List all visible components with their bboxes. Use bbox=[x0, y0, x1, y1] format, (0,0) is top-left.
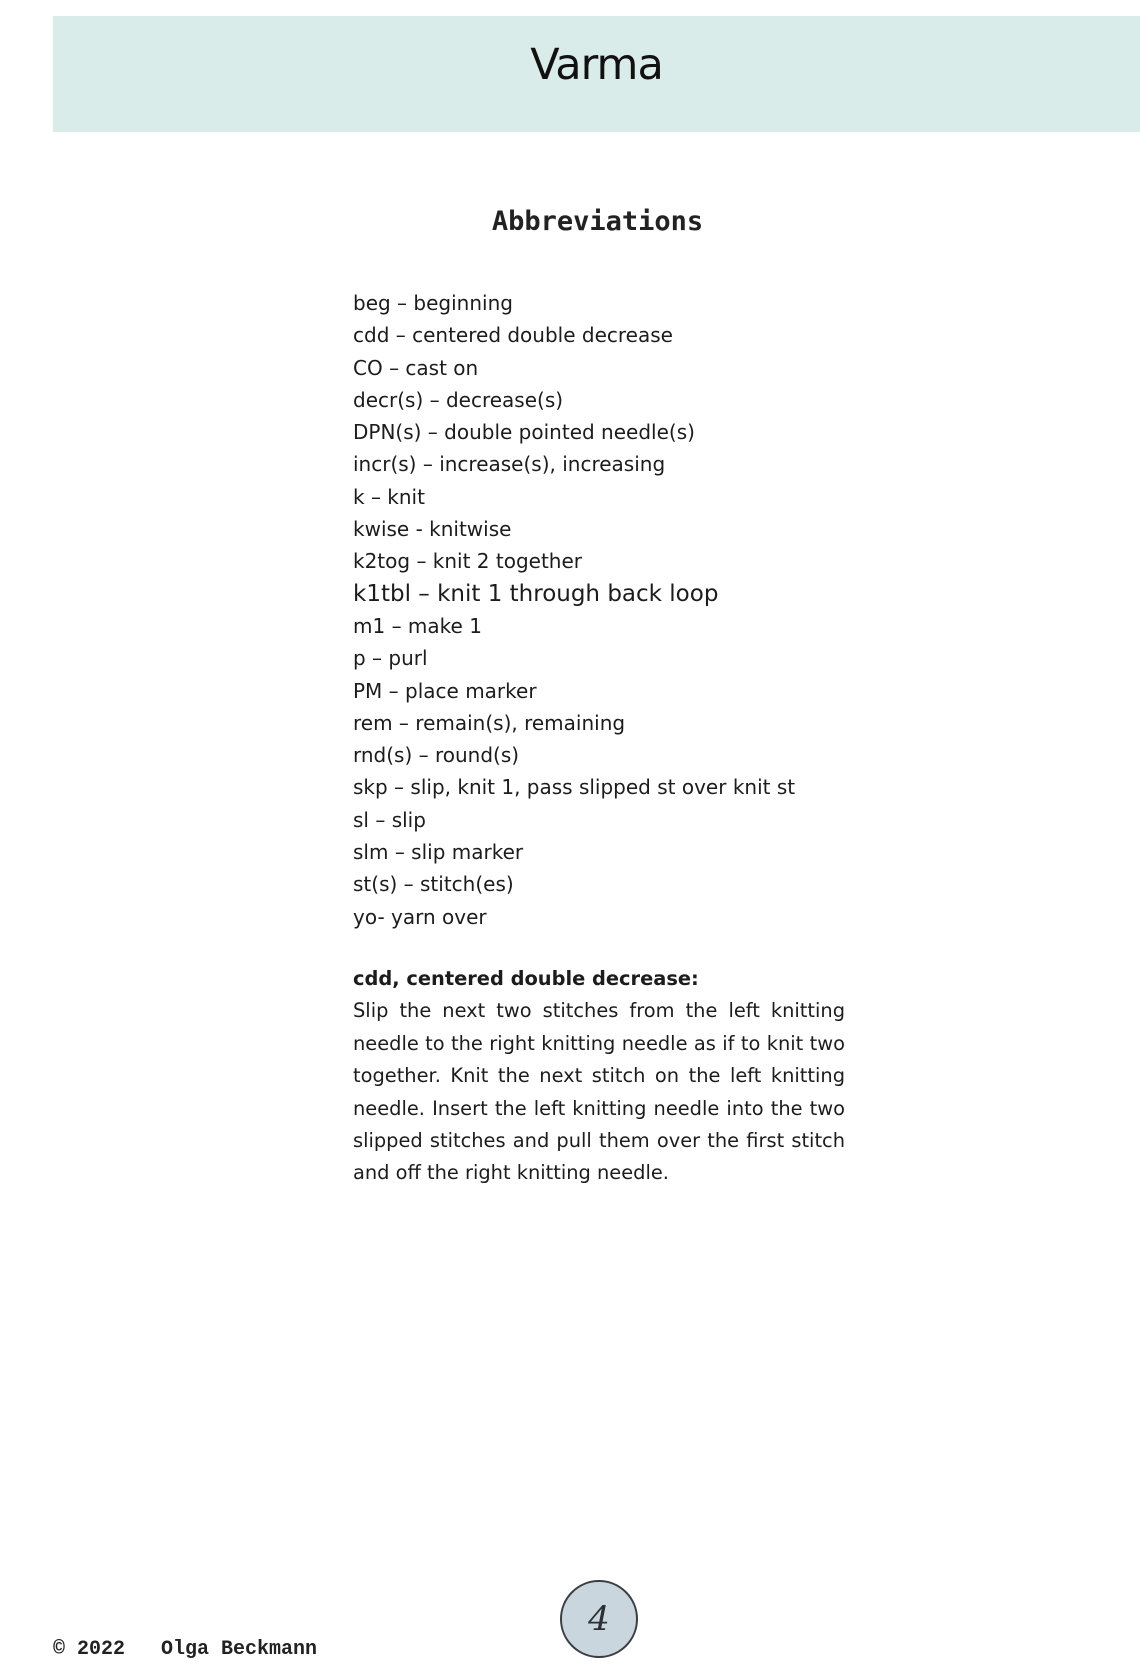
abbreviation-item: skp – slip, knit 1, pass slipped st over knit st bbox=[353, 775, 796, 800]
note-heading: cdd, centered double decrease: bbox=[353, 967, 699, 990]
section-heading: Abbreviations bbox=[491, 206, 704, 237]
abbreviation-item: beg – beginning bbox=[353, 291, 513, 315]
abbreviation-item: sl – slip bbox=[353, 807, 426, 832]
abbreviation-item: DPN(s) – double pointed needle(s) bbox=[353, 420, 695, 445]
abbreviation-item: kwise - knitwise bbox=[353, 517, 512, 542]
note-body: Slip the next two stitches from the left knitting needle to the right knitting needle as if to knit two together. Knit the next stitch on the left knitting needle. Insert the left knitting needle into the two slipped stitches and pull them over the first stitch and off the right knitting needle. bbox=[353, 999, 845, 1185]
document-title: Varma bbox=[530, 40, 663, 90]
abbreviation-item: CO – cast on bbox=[353, 355, 479, 380]
abbreviation-item: rnd(s) – round(s) bbox=[353, 743, 520, 768]
abbreviation-item: rem – remain(s), remaining bbox=[353, 710, 626, 735]
abbreviation-item: m1 – make 1 bbox=[353, 613, 482, 638]
abbreviation-item: k1tbl – knit 1 through back loop bbox=[353, 580, 719, 607]
abbreviation-item: PM – place marker bbox=[353, 678, 537, 703]
abbreviation-item: k2tog – knit 2 together bbox=[353, 549, 583, 574]
abbreviation-item: cdd – centered double decrease bbox=[353, 323, 673, 348]
page-number-badge bbox=[560, 1580, 638, 1658]
abbreviation-item: slm – slip marker bbox=[353, 840, 524, 865]
footer-copyright: © 2022 Olga Beckmann bbox=[53, 1638, 318, 1661]
page-number: 4 bbox=[588, 1599, 610, 1639]
abbreviation-item: k – knit bbox=[353, 484, 425, 509]
abbreviation-item: st(s) – stitch(es) bbox=[353, 872, 514, 897]
abbreviation-item: p – purl bbox=[353, 646, 428, 671]
abbreviation-item: yo- yarn over bbox=[353, 904, 487, 929]
abbreviation-item: incr(s) – increase(s), increasing bbox=[353, 452, 666, 477]
cdd-note bbox=[353, 963, 845, 1190]
abbreviation-item: decr(s) – decrease(s) bbox=[353, 387, 564, 412]
abbreviation-list bbox=[353, 287, 795, 933]
